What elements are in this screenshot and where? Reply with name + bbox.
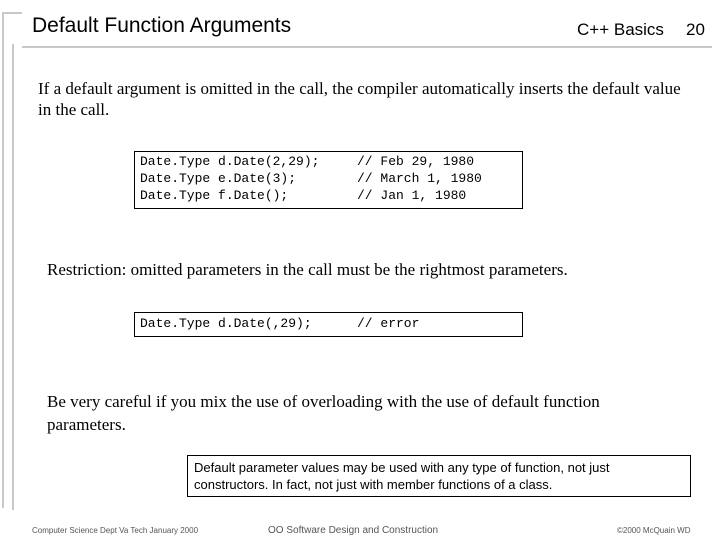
code-comment: // Jan 1, 1980 bbox=[357, 188, 467, 203]
code-block-default-args bbox=[134, 151, 523, 209]
code-line: Date.Type d.Date(,29); bbox=[140, 316, 312, 331]
code-block-error bbox=[134, 312, 523, 337]
footer-center: OO Software Design and Construction bbox=[268, 525, 439, 536]
intro-paragraph: If a default argument is omitted in the call, the compiler automatically inserts the default value in the call. bbox=[38, 79, 681, 119]
slide-frame-inner-rule bbox=[12, 44, 14, 510]
code-comment: // error bbox=[357, 316, 420, 331]
slide-title: Default Function Arguments bbox=[32, 14, 292, 37]
code-line: Date.Type e.Date(3); bbox=[140, 171, 297, 186]
slide-number: 20 bbox=[686, 20, 705, 39]
slide-frame-left-rule bbox=[2, 12, 4, 508]
footer-left: Computer Science Dept Va Tech January 2000 bbox=[32, 526, 199, 535]
code-line: Date.Type d.Date(2,29); bbox=[140, 154, 320, 169]
code-comment: // Feb 29, 1980 bbox=[357, 154, 475, 169]
caution-paragraph: Be very careful if you mix the use of overloading with the use of default function parameters. bbox=[47, 392, 600, 434]
restriction-paragraph: Restriction: omitted parameters in the call must be the rightmost parameters. bbox=[47, 260, 568, 279]
footer-right: ©2000 McQuain WD bbox=[617, 526, 691, 535]
course-name: C++ Basics bbox=[577, 20, 664, 39]
note-box bbox=[187, 455, 691, 497]
code-line: Date.Type f.Date(); bbox=[140, 188, 289, 203]
title-divider bbox=[22, 46, 712, 48]
code-comment: // March 1, 1980 bbox=[357, 171, 482, 186]
note-text: Default parameter values may be used with any type of function, not just constructors. In fact, not just with member functions of a class. bbox=[194, 460, 610, 492]
slide-frame-corner bbox=[2, 12, 22, 32]
